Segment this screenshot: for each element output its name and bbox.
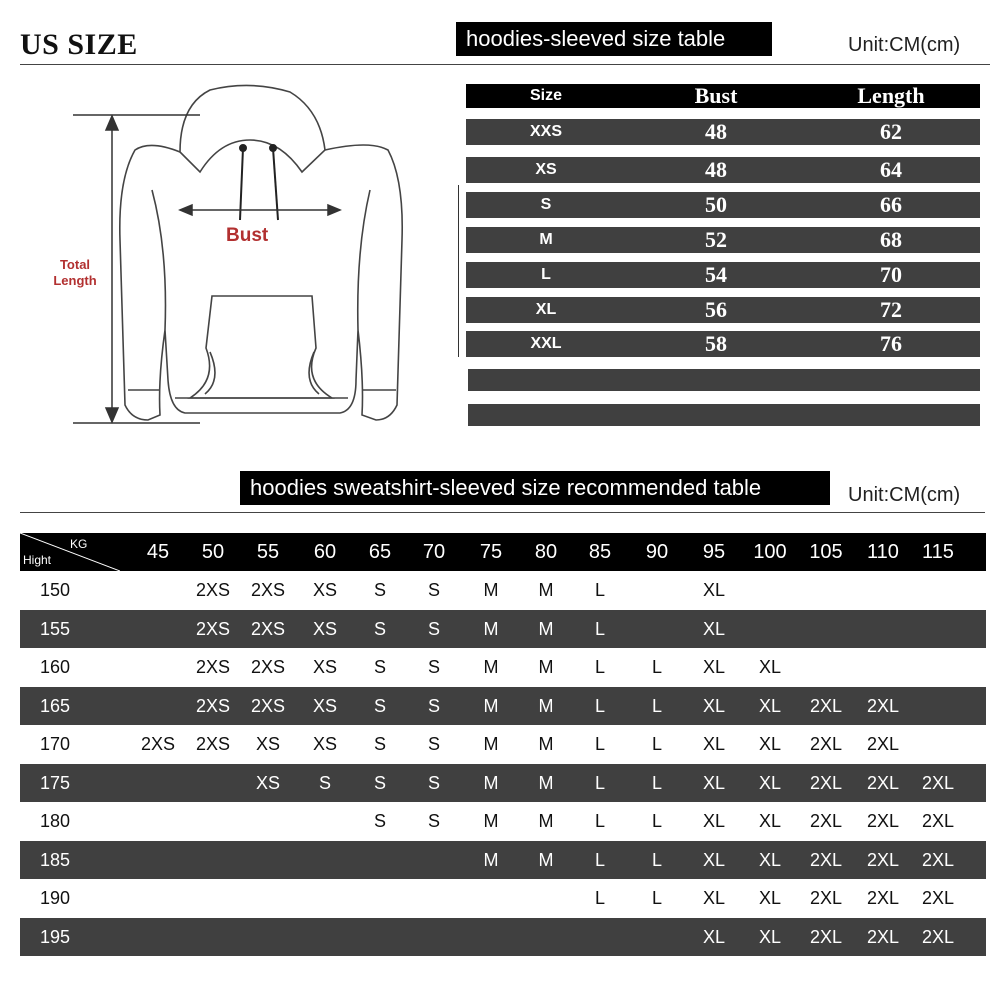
size-recommendation-cell: 2XL [809, 811, 843, 831]
table-row [466, 297, 980, 323]
length-cell: 76 [880, 331, 902, 356]
table-row [466, 262, 980, 288]
size-recommendation-cell [186, 879, 240, 917]
size-recommendation-cell [186, 802, 240, 840]
bust-cell: 48 [705, 119, 727, 144]
size-recommendation-cell: XS [312, 580, 337, 600]
weight-header-cell: 50 [201, 541, 225, 563]
size-recommendation-cell: 2XS [250, 580, 286, 600]
table-row [466, 331, 980, 357]
table-row [20, 764, 986, 802]
size-recommendation-cell: XL [758, 772, 782, 793]
size-recommendation-cell: 2XL [809, 695, 843, 716]
size-recommendation-cell: S [373, 618, 386, 639]
size-recommendation-cell: 2XL [866, 926, 900, 947]
size-recommendation-cell: L [651, 734, 662, 754]
size-recommendation-cell: L [651, 849, 662, 870]
size-recommendation-cell: M [538, 580, 554, 600]
size-table-header [466, 84, 980, 108]
size-recommendation-cell: XL [758, 657, 782, 677]
size-recommendation-cell: M [538, 618, 554, 639]
weight-header-cell: 65 [368, 541, 392, 563]
total-length-line1: Total [59, 257, 91, 272]
weight-header-cell: 80 [534, 541, 558, 563]
size-recommendation-cell: XL [702, 657, 726, 677]
bust-cell: 52 [705, 227, 727, 252]
size-recommendation-cell: M [483, 849, 499, 870]
size-recommendation-cell: XL [702, 772, 726, 793]
size-recommendation-cell [298, 841, 352, 879]
size-recommendation-cell: XL [702, 888, 726, 908]
size-cell: M [539, 231, 553, 248]
length-cell: 70 [880, 262, 902, 287]
size-cell: XXS [529, 123, 562, 140]
length-cell: 68 [880, 227, 902, 252]
size-recommendation-cell [743, 571, 797, 609]
size-recommendation-cell: 2XL [809, 888, 843, 908]
size-recommendation-cell [743, 610, 797, 648]
table-row [466, 119, 980, 145]
size-recommendation-cell: L [594, 695, 605, 716]
size-recommendation-cell: XL [758, 695, 782, 716]
size-recommendation-cell [353, 918, 407, 956]
size-recommendation-cell: S [318, 772, 331, 793]
table-row [20, 687, 986, 725]
bust-cell: 56 [705, 297, 727, 322]
size-recommendation-cell: XL [702, 734, 726, 754]
size-recommendation-cell [353, 841, 407, 879]
table-row [20, 648, 986, 686]
size-recommendation-cell: L [594, 618, 605, 639]
size-recommendation-cell: L [594, 772, 605, 793]
size-cell: XXL [530, 335, 562, 352]
size-recommendation-cell: XL [758, 888, 782, 908]
size-recommendation-cell [856, 610, 910, 648]
size-recommendation-cell [407, 841, 461, 879]
size-recommendation-cell: 2XL [921, 926, 955, 947]
weight-header-cell: 105 [809, 541, 843, 563]
size-cell: XL [535, 301, 557, 318]
size-recommendation-cell: M [483, 734, 499, 754]
size-recommendation-cell [298, 802, 352, 840]
size-recommendation-cell: S [427, 657, 440, 677]
size-recommendation-cell: 2XS [140, 734, 176, 754]
size-recommendation-cell: XL [702, 926, 726, 947]
length-cell: 62 [880, 119, 902, 144]
size-recommendation-cell: XL [758, 926, 782, 947]
size-recommendation-cell: M [538, 734, 554, 754]
size-recommendation-cell: 2XS [195, 695, 231, 716]
size-recommendation-cell [131, 764, 185, 802]
table-row [20, 841, 986, 879]
size-recommendation-cell: 2XL [866, 695, 900, 716]
size-recommendation-cell [911, 725, 965, 763]
weight-header-cell: 115 [922, 541, 954, 563]
height-cell: 175 [39, 772, 71, 793]
size-recommendation-cell [464, 879, 518, 917]
length-cell: 72 [880, 297, 902, 322]
size-recommendation-cell: L [594, 657, 605, 677]
size-recommendation-cell [630, 610, 684, 648]
size-recommendation-cell: L [594, 811, 605, 831]
size-recommendation-cell: L [651, 772, 662, 793]
size-recommendation-cell [573, 918, 627, 956]
height-cell: 160 [39, 657, 71, 677]
size-recommendation-cell: L [651, 888, 662, 908]
size-recommendation-cell: 2XS [195, 734, 231, 754]
size-recommendation-cell: 2XS [250, 657, 286, 677]
size-recommendation-cell [856, 571, 910, 609]
size-recommendation-cell [911, 687, 965, 725]
size-recommendation-cell [799, 610, 853, 648]
size-recommendation-cell [353, 879, 407, 917]
size-recommendation-cell: XS [312, 618, 337, 639]
table-row [20, 879, 986, 917]
size-recommendation-cell: XS [255, 734, 280, 754]
size-recommendation-cell: XS [312, 657, 337, 677]
total-length-line2: Length [53, 273, 97, 288]
size-cell: XS [535, 161, 557, 178]
size-recommendation-cell [186, 918, 240, 956]
size-recommendation-cell: 2XS [250, 695, 286, 716]
weight-header-cell: 100 [753, 541, 787, 563]
size-recommendation-cell: L [594, 849, 605, 870]
size-recommendation-cell: M [483, 772, 499, 793]
size-recommendation-cell: XS [312, 695, 337, 716]
bust-label: Bust [226, 225, 269, 246]
size-recommendation-cell: S [373, 580, 386, 600]
table-row [20, 571, 986, 609]
weight-header-cell: 60 [313, 541, 337, 563]
table-row [466, 192, 980, 218]
size-recommendation-cell: M [538, 695, 554, 716]
size-recommendation-cell: S [373, 772, 386, 793]
size-recommendation-cell: 2XS [195, 657, 231, 677]
unit-label-2: Unit:CM(cm) [848, 484, 961, 506]
size-recommendation-cell: L [594, 888, 605, 908]
corner-cell [20, 533, 120, 571]
size-recommendation-cell: L [651, 695, 662, 716]
size-recommendation-cell: 2XS [250, 618, 286, 639]
table-row [20, 918, 986, 956]
size-recommendation-cell [131, 841, 185, 879]
size-recommendation-cell [131, 918, 185, 956]
length-cell: 64 [880, 157, 902, 182]
size-recommendation-cell [241, 918, 295, 956]
height-cell: 190 [39, 888, 71, 908]
size-recommendation-cell: 2XL [866, 849, 900, 870]
height-cell: 195 [39, 926, 71, 947]
weight-header-cell: 45 [146, 541, 170, 563]
size-recommendation-cell [298, 918, 352, 956]
total-length-label [48, 257, 102, 289]
mid-divider [20, 512, 985, 513]
size-recommendation-cell: M [483, 695, 499, 716]
weight-header-cell: 75 [479, 541, 503, 563]
size-recommendation-cell: M [538, 772, 554, 793]
bust-cell: 50 [705, 192, 727, 217]
size-recommendation-cell [464, 918, 518, 956]
table-row [466, 227, 980, 253]
size-recommendation-cell: 2XL [809, 734, 843, 754]
size-recommendation-cell: L [651, 657, 662, 677]
size-recommendation-cell: M [538, 849, 554, 870]
top-divider [20, 64, 990, 65]
size-recommendation-cell: XL [758, 811, 782, 831]
bust-cell: 58 [705, 331, 727, 356]
size-recommendation-cell: XL [702, 849, 726, 870]
height-cell: 165 [39, 695, 71, 716]
height-cell: 170 [39, 734, 71, 754]
size-recommendation-cell: XS [312, 734, 337, 754]
height-cell: 185 [39, 849, 71, 870]
header-size: Size [529, 87, 562, 104]
size-recommendation-cell: M [483, 657, 499, 677]
size-recommendation-cell: 2XL [809, 926, 843, 947]
size-recommendation-cell [131, 687, 185, 725]
size-recommendation-cell: S [427, 580, 440, 600]
size-recommendation-cell [799, 571, 853, 609]
size-recommendation-cell: 2XS [195, 618, 231, 639]
size-recommendation-cell [298, 879, 352, 917]
header-bust: Bust [694, 83, 738, 108]
size-recommendation-cell: S [427, 618, 440, 639]
size-recommendation-cell: L [594, 734, 605, 754]
size-recommendation-cell: M [483, 811, 499, 831]
size-recommendation-cell: 2XL [921, 772, 955, 793]
length-cell: 66 [880, 192, 902, 217]
weight-header-cell: 110 [867, 541, 899, 563]
size-recommendation-cell: S [373, 811, 386, 831]
size-recommendation-cell: S [373, 657, 386, 677]
size-recommendation-cell [241, 841, 295, 879]
size-recommendation-cell [519, 918, 573, 956]
size-recommendation-cell: S [373, 695, 386, 716]
height-cell: 155 [39, 618, 71, 639]
weight-header-cell: 70 [422, 541, 446, 563]
size-recommendation-cell: 2XL [866, 888, 900, 908]
size-recommendation-cell: XL [758, 734, 782, 754]
size-recommendation-cell [856, 648, 910, 686]
size-recommendation-cell [131, 802, 185, 840]
size-recommendation-cell: L [651, 811, 662, 831]
size-recommendation-cell: 2XL [809, 849, 843, 870]
size-cell: L [541, 266, 551, 283]
size-recommendation-cell [911, 571, 965, 609]
table-row [466, 157, 980, 183]
table-row [20, 610, 986, 648]
bust-cell: 48 [705, 157, 727, 182]
size-recommendation-cell [407, 918, 461, 956]
size-recommendation-cell: S [427, 734, 440, 754]
header-length: Length [857, 83, 925, 108]
size-recommendation-cell [241, 802, 295, 840]
size-recommendation-cell: M [483, 580, 499, 600]
size-recommendation-cell [519, 879, 573, 917]
corner-kg-label: KG [70, 537, 88, 551]
table-side-rule [458, 185, 459, 357]
size-recommendation-cell [131, 610, 185, 648]
size-recommendation-cell: S [427, 811, 440, 831]
size-recommendation-cell: S [427, 695, 440, 716]
table-row [20, 802, 986, 840]
weight-header-cell: 85 [588, 541, 612, 563]
size-recommendation-cell: 2XL [921, 811, 955, 831]
recommended-header-row [20, 533, 986, 571]
size-recommendation-cell: XL [758, 849, 782, 870]
size-recommendation-cell: XL [702, 695, 726, 716]
corner-hight-label: Hight [23, 553, 52, 567]
empty-table-row [468, 369, 980, 391]
size-recommendation-cell [186, 764, 240, 802]
size-recommendation-cell [407, 879, 461, 917]
height-cell: 150 [39, 580, 71, 600]
size-recommendation-cell: M [538, 657, 554, 677]
size-recommendation-cell: XL [702, 618, 726, 639]
size-recommendation-cell [131, 571, 185, 609]
size-recommendation-cell [186, 841, 240, 879]
bust-cell: 54 [705, 262, 727, 287]
size-recommendation-cell [630, 571, 684, 609]
size-recommendation-cell: 2XL [921, 888, 955, 908]
weight-header-cell: 55 [256, 541, 280, 563]
size-recommendation-cell: XL [702, 580, 726, 600]
size-recommendation-cell: XS [255, 772, 280, 793]
size-recommendation-cell: 2XS [195, 580, 231, 600]
unit-label: Unit:CM(cm) [848, 34, 961, 56]
recommended-table-title: hoodies sweatshirt-sleeved size recommended table [240, 471, 830, 505]
size-recommendation-cell: S [427, 772, 440, 793]
size-recommendation-cell: M [538, 811, 554, 831]
table-row [20, 725, 986, 763]
size-recommendation-cell: L [594, 580, 605, 600]
size-recommendation-cell [131, 648, 185, 686]
size-cell: S [540, 196, 552, 213]
size-recommendation-cell [241, 879, 295, 917]
size-recommendation-cell: 2XL [809, 772, 843, 793]
size-table-title: hoodies-sleeved size table [456, 22, 772, 56]
us-size-heading: US SIZE [20, 28, 138, 61]
size-recommendation-cell [911, 610, 965, 648]
height-cell: 180 [39, 811, 71, 831]
weight-header-cell: 95 [702, 541, 726, 563]
size-recommendation-cell: 2XL [866, 772, 900, 793]
size-recommendation-cell: 2XL [921, 849, 955, 870]
size-recommendation-cell: M [483, 618, 499, 639]
hoodie-diagram [40, 80, 460, 430]
size-recommendation-cell: 2XL [866, 734, 900, 754]
size-recommendation-cell: 2XL [866, 811, 900, 831]
size-recommendation-cell: S [373, 734, 386, 754]
size-recommendation-cell [799, 648, 853, 686]
empty-table-row [468, 404, 980, 426]
size-recommendation-cell [630, 918, 684, 956]
size-recommendation-cell [911, 648, 965, 686]
weight-header-cell: 90 [645, 541, 669, 563]
size-recommendation-cell [131, 879, 185, 917]
size-recommendation-cell: XL [702, 811, 726, 831]
